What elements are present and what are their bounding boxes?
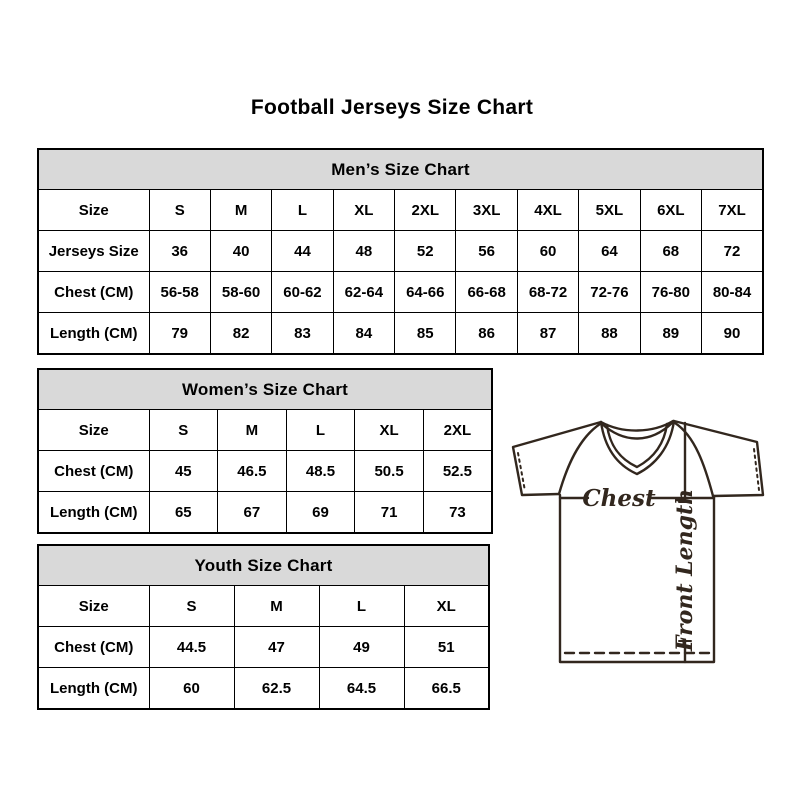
table-cell: 72	[702, 231, 763, 272]
table-cell: 64.5	[319, 668, 404, 710]
table-cell: M	[210, 190, 271, 231]
jersey-right-sleeve	[674, 421, 763, 496]
table-cell: 72-76	[579, 272, 640, 313]
table-cell: S	[149, 190, 210, 231]
jersey-collar-back-arc-1	[601, 421, 673, 431]
table-cell: 64-66	[395, 272, 456, 313]
table-row	[38, 668, 489, 710]
table-cell: 90	[702, 313, 763, 355]
row-label: Jerseys Size	[38, 231, 149, 272]
page-title: Football Jerseys Size Chart	[250, 96, 534, 119]
row-label: Length (CM)	[38, 492, 149, 534]
table-cell: 3XL	[456, 190, 517, 231]
table-row	[38, 231, 763, 272]
table-cell: 4XL	[517, 190, 578, 231]
table-cell: 49	[319, 627, 404, 668]
table-cell: 2XL	[395, 190, 456, 231]
jersey-right-seam	[675, 423, 713, 496]
table-cell: 73	[423, 492, 492, 534]
womens-table-banner: Women’s Size Chart	[38, 369, 492, 410]
table-cell: 36	[149, 231, 210, 272]
table-cell: 48.5	[286, 451, 355, 492]
row-label: Size	[38, 190, 149, 231]
table-cell: 44.5	[149, 627, 234, 668]
table-cell: 60	[517, 231, 578, 272]
mens-table-banner: Men’s Size Chart	[38, 149, 763, 190]
table-banner-row	[38, 369, 492, 410]
table-cell: S	[149, 586, 234, 627]
table-cell: 71	[355, 492, 424, 534]
table-cell: 6XL	[640, 190, 701, 231]
row-label: Size	[38, 586, 149, 627]
table-cell: 46.5	[218, 451, 287, 492]
jersey-svg	[503, 408, 773, 670]
front-length-label: Front Length	[672, 488, 698, 652]
table-cell: 56-58	[149, 272, 210, 313]
table-cell: 85	[395, 313, 456, 355]
table-row	[38, 410, 492, 451]
table-cell: 79	[149, 313, 210, 355]
table-cell: 62-64	[333, 272, 394, 313]
table-cell: 58-60	[210, 272, 271, 313]
table-cell: 52	[395, 231, 456, 272]
row-label: Chest (CM)	[38, 627, 149, 668]
table-cell: 76-80	[640, 272, 701, 313]
table-cell: 83	[272, 313, 333, 355]
table-cell: 68-72	[517, 272, 578, 313]
table-cell: 44	[272, 231, 333, 272]
row-label: Chest (CM)	[38, 451, 149, 492]
table-cell: 80-84	[702, 272, 763, 313]
table-cell: 69	[286, 492, 355, 534]
table-cell: 66.5	[404, 668, 489, 710]
table-banner-row	[38, 149, 763, 190]
table-cell: 88	[579, 313, 640, 355]
table-cell: 7XL	[702, 190, 763, 231]
table-cell: 84	[333, 313, 394, 355]
table-cell: M	[234, 586, 319, 627]
table-cell: 68	[640, 231, 701, 272]
mens-size-table	[37, 148, 764, 355]
table-cell: L	[319, 586, 404, 627]
table-cell: 66-68	[456, 272, 517, 313]
youth-table-banner: Youth Size Chart	[38, 545, 489, 586]
table-cell: 62.5	[234, 668, 319, 710]
table-row	[38, 190, 763, 231]
table-row	[38, 586, 489, 627]
table-cell: 45	[149, 451, 218, 492]
table-row	[38, 451, 492, 492]
table-cell: 5XL	[579, 190, 640, 231]
chest-label: Chest	[582, 485, 656, 512]
table-banner-row	[38, 545, 489, 586]
table-row	[38, 627, 489, 668]
table-row	[38, 313, 763, 355]
table-cell: 82	[210, 313, 271, 355]
table-cell: 64	[579, 231, 640, 272]
row-label: Size	[38, 410, 149, 451]
table-cell: 67	[218, 492, 287, 534]
table-cell: 87	[517, 313, 578, 355]
table-cell: 56	[456, 231, 517, 272]
table-cell: S	[149, 410, 218, 451]
table-cell: 65	[149, 492, 218, 534]
youth-size-table	[37, 544, 490, 710]
table-cell: 89	[640, 313, 701, 355]
row-label: Length (CM)	[38, 313, 149, 355]
row-label: Chest (CM)	[38, 272, 149, 313]
table-cell: 52.5	[423, 451, 492, 492]
table-row	[38, 492, 492, 534]
table-cell: L	[272, 190, 333, 231]
table-cell: 47	[234, 627, 319, 668]
row-label: Length (CM)	[38, 668, 149, 710]
table-row	[38, 272, 763, 313]
table-cell: 86	[456, 313, 517, 355]
jersey-diagram	[503, 408, 773, 670]
table-cell: 50.5	[355, 451, 424, 492]
table-cell: M	[218, 410, 287, 451]
table-cell: 48	[333, 231, 394, 272]
table-cell: 51	[404, 627, 489, 668]
jersey-left-seam	[559, 424, 600, 494]
table-cell: XL	[333, 190, 394, 231]
table-cell: 60-62	[272, 272, 333, 313]
table-cell: XL	[355, 410, 424, 451]
table-cell: L	[286, 410, 355, 451]
womens-size-table	[37, 368, 493, 534]
table-cell: XL	[404, 586, 489, 627]
table-cell: 60	[149, 668, 234, 710]
table-cell: 2XL	[423, 410, 492, 451]
table-cell: 40	[210, 231, 271, 272]
